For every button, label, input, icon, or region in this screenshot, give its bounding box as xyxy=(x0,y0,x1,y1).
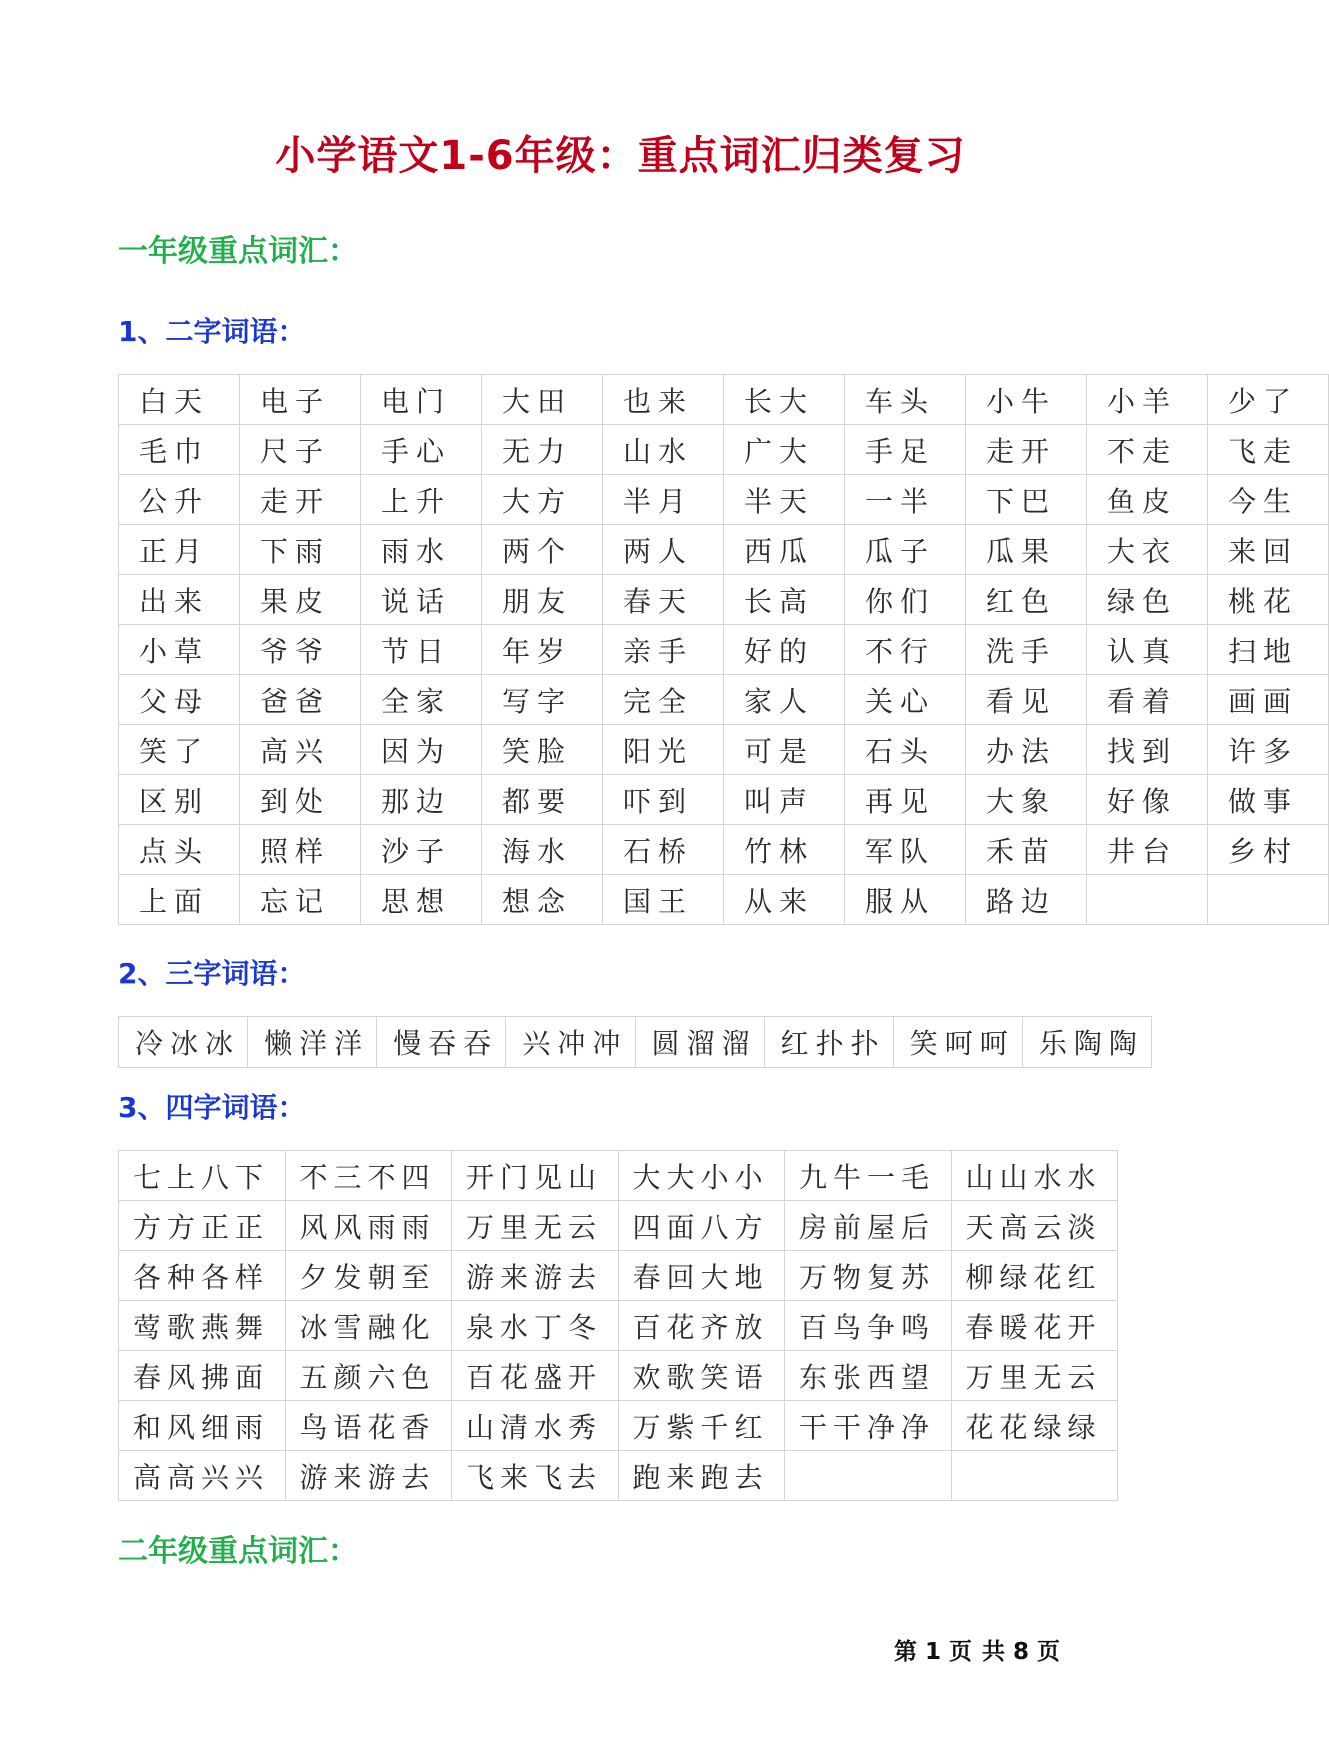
word-cell: 出来 xyxy=(119,575,240,625)
word-cell: 大方 xyxy=(482,475,603,525)
word-cell: 广大 xyxy=(724,425,845,475)
three-char-word-table xyxy=(118,1016,1152,1068)
grade1-heading: 一年级重点词汇： xyxy=(118,234,358,269)
word-cell: 画画 xyxy=(1208,675,1329,725)
word-cell: 七上八下 xyxy=(119,1151,286,1201)
word-cell: 跑来跑去 xyxy=(618,1451,785,1501)
word-cell: 再见 xyxy=(845,775,966,825)
table-row xyxy=(119,1151,1118,1201)
word-cell: 说话 xyxy=(361,575,482,625)
word-cell: 高兴 xyxy=(240,725,361,775)
word-cell: 走开 xyxy=(240,475,361,525)
table-row xyxy=(119,475,1329,525)
word-cell: 大象 xyxy=(966,775,1087,825)
total-pages: 8 xyxy=(1013,1639,1030,1665)
word-cell: 红扑扑 xyxy=(764,1017,893,1068)
word-cell: 办法 xyxy=(966,725,1087,775)
word-cell: 公升 xyxy=(119,475,240,525)
word-cell: 笑呵呵 xyxy=(893,1017,1022,1068)
word-cell: 半天 xyxy=(724,475,845,525)
word-cell: 点头 xyxy=(119,825,240,875)
word-cell: 大田 xyxy=(482,375,603,425)
word-cell xyxy=(785,1451,952,1501)
table-row xyxy=(119,725,1329,775)
word-cell: 好的 xyxy=(724,625,845,675)
page-title: 小学语文1-6年级：重点词汇归类复习 xyxy=(275,133,966,179)
word-cell: 五颜六色 xyxy=(285,1351,452,1401)
word-cell: 风风雨雨 xyxy=(285,1201,452,1251)
word-cell: 洗手 xyxy=(966,625,1087,675)
word-cell: 方方正正 xyxy=(119,1201,286,1251)
word-cell: 欢歌笑语 xyxy=(618,1351,785,1401)
table-row xyxy=(119,825,1329,875)
current-page: 1 xyxy=(925,1639,942,1665)
word-cell: 花花绿绿 xyxy=(951,1401,1118,1451)
word-cell: 服从 xyxy=(845,875,966,925)
word-cell: 少了 xyxy=(1208,375,1329,425)
page-suffix: 页 xyxy=(1037,1639,1061,1665)
word-cell: 亲手 xyxy=(603,625,724,675)
word-cell: 看着 xyxy=(1087,675,1208,725)
word-cell: 电门 xyxy=(361,375,482,425)
word-cell: 做事 xyxy=(1208,775,1329,825)
table-row xyxy=(119,1201,1118,1251)
word-cell: 懒洋洋 xyxy=(248,1017,377,1068)
word-cell: 父母 xyxy=(119,675,240,725)
word-cell: 小羊 xyxy=(1087,375,1208,425)
four-char-word-table xyxy=(118,1150,1118,1501)
word-cell: 扫地 xyxy=(1208,625,1329,675)
word-cell: 飞走 xyxy=(1208,425,1329,475)
word-cell: 房前屋后 xyxy=(785,1201,952,1251)
word-cell: 手足 xyxy=(845,425,966,475)
word-cell: 阳光 xyxy=(603,725,724,775)
word-cell: 游来游去 xyxy=(452,1251,619,1301)
word-cell: 石桥 xyxy=(603,825,724,875)
word-cell: 国王 xyxy=(603,875,724,925)
word-cell: 也来 xyxy=(603,375,724,425)
word-cell: 小牛 xyxy=(966,375,1087,425)
word-cell: 万里无云 xyxy=(951,1351,1118,1401)
word-cell: 吓到 xyxy=(603,775,724,825)
word-cell: 笑脸 xyxy=(482,725,603,775)
word-cell: 因为 xyxy=(361,725,482,775)
page-mid: 页 共 xyxy=(949,1639,1006,1665)
table-row xyxy=(119,875,1329,925)
word-cell: 百花盛开 xyxy=(452,1351,619,1401)
word-cell xyxy=(951,1451,1118,1501)
word-cell: 电子 xyxy=(240,375,361,425)
word-cell: 手心 xyxy=(361,425,482,475)
table-row xyxy=(119,425,1329,475)
word-cell: 下雨 xyxy=(240,525,361,575)
word-cell: 不三不四 xyxy=(285,1151,452,1201)
word-cell: 和风细雨 xyxy=(119,1401,286,1451)
table-row xyxy=(119,1401,1118,1451)
word-cell: 万物复苏 xyxy=(785,1251,952,1301)
word-cell: 年岁 xyxy=(482,625,603,675)
word-cell: 全家 xyxy=(361,675,482,725)
word-cell: 禾苗 xyxy=(966,825,1087,875)
word-cell: 小草 xyxy=(119,625,240,675)
word-cell: 柳绿花红 xyxy=(951,1251,1118,1301)
word-cell: 从来 xyxy=(724,875,845,925)
word-cell: 石头 xyxy=(845,725,966,775)
word-cell: 沙子 xyxy=(361,825,482,875)
word-cell: 冰雪融化 xyxy=(285,1301,452,1351)
grade2-heading: 二年级重点词汇： xyxy=(118,1534,358,1569)
word-cell: 冷冰冰 xyxy=(119,1017,248,1068)
word-cell: 照样 xyxy=(240,825,361,875)
word-cell: 瓜子 xyxy=(845,525,966,575)
word-cell: 车头 xyxy=(845,375,966,425)
word-cell: 写字 xyxy=(482,675,603,725)
word-cell: 干干净净 xyxy=(785,1401,952,1451)
page-prefix: 第 xyxy=(894,1639,917,1665)
word-cell: 春暖花开 xyxy=(951,1301,1118,1351)
word-cell xyxy=(1208,875,1329,925)
word-cell: 瓜果 xyxy=(966,525,1087,575)
word-cell: 西瓜 xyxy=(724,525,845,575)
word-cell: 飞来飞去 xyxy=(452,1451,619,1501)
word-cell: 许多 xyxy=(1208,725,1329,775)
table-row xyxy=(119,775,1329,825)
word-cell: 慢吞吞 xyxy=(377,1017,506,1068)
word-cell: 完全 xyxy=(603,675,724,725)
word-cell: 兴冲冲 xyxy=(506,1017,635,1068)
word-cell: 竹林 xyxy=(724,825,845,875)
word-cell: 思想 xyxy=(361,875,482,925)
word-cell: 长大 xyxy=(724,375,845,425)
word-cell: 不走 xyxy=(1087,425,1208,475)
table-row xyxy=(119,1251,1118,1301)
word-cell: 都要 xyxy=(482,775,603,825)
word-cell: 军队 xyxy=(845,825,966,875)
word-cell: 游来游去 xyxy=(285,1451,452,1501)
word-cell: 一半 xyxy=(845,475,966,525)
word-cell: 各种各样 xyxy=(119,1251,286,1301)
word-cell: 山山水水 xyxy=(951,1151,1118,1201)
word-cell: 区别 xyxy=(119,775,240,825)
word-cell: 百花齐放 xyxy=(618,1301,785,1351)
table-row xyxy=(119,1351,1118,1401)
word-cell: 走开 xyxy=(966,425,1087,475)
word-cell: 果皮 xyxy=(240,575,361,625)
page-number xyxy=(890,1633,1064,1666)
table-row xyxy=(119,375,1329,425)
word-cell: 乐陶陶 xyxy=(1022,1017,1151,1068)
word-cell: 莺歌燕舞 xyxy=(119,1301,286,1351)
word-cell: 春回大地 xyxy=(618,1251,785,1301)
word-cell: 来回 xyxy=(1208,525,1329,575)
word-cell: 山清水秀 xyxy=(452,1401,619,1451)
word-cell: 认真 xyxy=(1087,625,1208,675)
word-cell: 无力 xyxy=(482,425,603,475)
word-cell: 白天 xyxy=(119,375,240,425)
word-cell: 绿色 xyxy=(1087,575,1208,625)
word-cell: 不行 xyxy=(845,625,966,675)
word-cell: 爷爷 xyxy=(240,625,361,675)
word-cell: 今生 xyxy=(1208,475,1329,525)
word-cell: 关心 xyxy=(845,675,966,725)
word-cell: 叫声 xyxy=(724,775,845,825)
word-cell: 笑了 xyxy=(119,725,240,775)
word-cell: 鱼皮 xyxy=(1087,475,1208,525)
word-cell: 半月 xyxy=(603,475,724,525)
word-cell: 万里无云 xyxy=(452,1201,619,1251)
word-cell: 好像 xyxy=(1087,775,1208,825)
word-cell: 鸟语花香 xyxy=(285,1401,452,1451)
word-cell: 天高云淡 xyxy=(951,1201,1118,1251)
word-cell: 大大小小 xyxy=(618,1151,785,1201)
word-cell: 夕发朝至 xyxy=(285,1251,452,1301)
table-row xyxy=(119,675,1329,725)
word-cell: 高高兴兴 xyxy=(119,1451,286,1501)
word-cell: 两人 xyxy=(603,525,724,575)
word-cell: 大衣 xyxy=(1087,525,1208,575)
word-cell: 雨水 xyxy=(361,525,482,575)
word-cell: 开门见山 xyxy=(452,1151,619,1201)
table-row xyxy=(119,575,1329,625)
word-cell: 上面 xyxy=(119,875,240,925)
word-cell: 长高 xyxy=(724,575,845,625)
word-cell: 桃花 xyxy=(1208,575,1329,625)
word-cell: 东张西望 xyxy=(785,1351,952,1401)
word-cell: 山水 xyxy=(603,425,724,475)
word-cell: 圆溜溜 xyxy=(635,1017,764,1068)
word-cell: 百鸟争鸣 xyxy=(785,1301,952,1351)
word-cell: 井台 xyxy=(1087,825,1208,875)
word-cell: 想念 xyxy=(482,875,603,925)
word-cell: 爸爸 xyxy=(240,675,361,725)
word-cell: 春风拂面 xyxy=(119,1351,286,1401)
word-cell: 到处 xyxy=(240,775,361,825)
word-cell: 红色 xyxy=(966,575,1087,625)
word-cell: 可是 xyxy=(724,725,845,775)
table-row xyxy=(119,1451,1118,1501)
word-cell: 忘记 xyxy=(240,875,361,925)
word-cell: 上升 xyxy=(361,475,482,525)
word-cell: 泉水丁冬 xyxy=(452,1301,619,1351)
word-cell: 海水 xyxy=(482,825,603,875)
word-cell: 下巴 xyxy=(966,475,1087,525)
two-char-word-table xyxy=(118,374,1329,925)
three-char-heading: 2、三字词语： xyxy=(118,957,306,990)
table-row xyxy=(119,1301,1118,1351)
word-cell: 毛巾 xyxy=(119,425,240,475)
table-row xyxy=(119,1017,1152,1068)
word-cell: 朋友 xyxy=(482,575,603,625)
word-cell: 正月 xyxy=(119,525,240,575)
word-cell: 看见 xyxy=(966,675,1087,725)
word-cell: 春天 xyxy=(603,575,724,625)
word-cell: 两个 xyxy=(482,525,603,575)
word-cell: 乡村 xyxy=(1208,825,1329,875)
word-cell: 路边 xyxy=(966,875,1087,925)
four-char-heading: 3、四字词语： xyxy=(118,1091,306,1124)
word-cell: 尺子 xyxy=(240,425,361,475)
word-cell: 找到 xyxy=(1087,725,1208,775)
word-cell xyxy=(1087,875,1208,925)
word-cell: 九牛一毛 xyxy=(785,1151,952,1201)
table-row xyxy=(119,625,1329,675)
table-row xyxy=(119,525,1329,575)
word-cell: 家人 xyxy=(724,675,845,725)
two-char-heading: 1、二字词语： xyxy=(118,315,306,348)
word-cell: 那边 xyxy=(361,775,482,825)
word-cell: 万紫千红 xyxy=(618,1401,785,1451)
word-cell: 四面八方 xyxy=(618,1201,785,1251)
word-cell: 你们 xyxy=(845,575,966,625)
word-cell: 节日 xyxy=(361,625,482,675)
